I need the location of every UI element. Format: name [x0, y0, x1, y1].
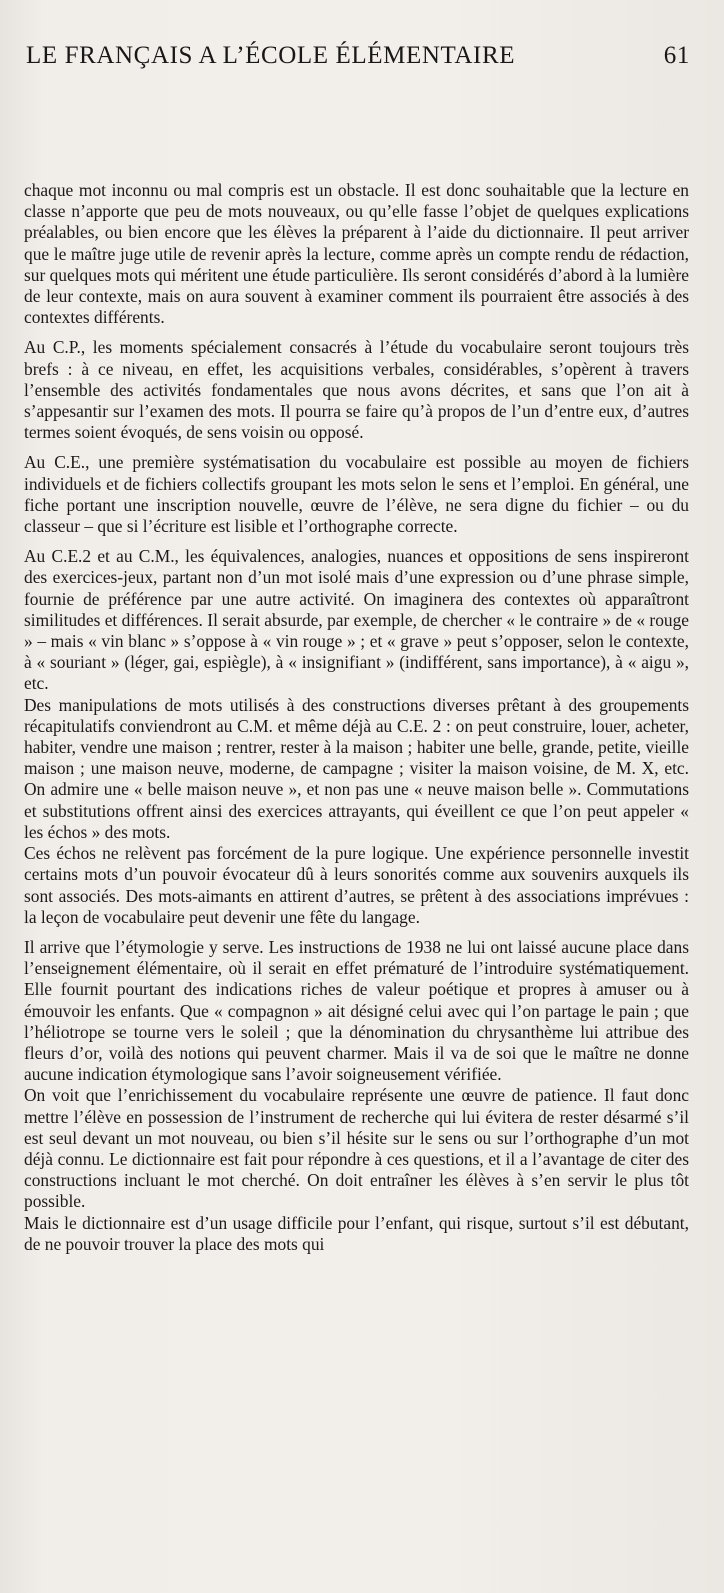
running-head	[26, 42, 698, 74]
paragraph-ce: Au C.E., une première systématisation du vocabulaire est possible au moyen de fichiers individuels et de fichiers collectifs groupant les mots selon le sens et l’emploi. En général, une fiche portant une inscription nouvelle, œuvre de l’élève, ne sera digne du fichier – ou du classeur – que si l’écriture est lisible et l’orthographe correcte.	[24, 452, 689, 537]
body-text	[24, 180, 689, 1255]
paragraph-obstacle: chaque mot inconnu ou mal compris est un obstacle. Il est donc souhaitable que la lecture en classe n’apporte que peu de mots nouveaux, ou qu’elle fasse l’objet de quelques explications préalables, ou bien encore que les élèves la préparent à l’aide du dictionnaire. Il peut arriver que le maître juge utile de revenir après la lecture, comme après un compte rendu de rédaction, sur quelques mots qui méritent une étude particulière. Ils seront considérés d’abord à la lumière de leur contexte, mais on aura souvent à examiner comment ils pourraient être associés à des contextes différents.	[24, 180, 689, 328]
page-number: 61	[663, 42, 690, 69]
paragraph-dictionnaire: On voit que l’enrichissement du vocabulaire représente une œuvre de patience. Il faut donc mettre l’élève en possession de l’instrument de recherche qui lui évitera de rester désarmé s’il est seul devant un mot nouveau, ou bien s’il hésite sur le sens ou sur l’orthographe d’un mot déjà connu. Le dictionnaire est fait pour répondre à ces questions, et il a l’avantage de citer des constructions incluant le mot cherché. On doit entraîner les élèves à s’en servir le plus tôt possible.	[24, 1085, 689, 1212]
running-head-title: LE FRANÇAIS A L’ÉCOLE ÉLÉMENTAIRE	[26, 42, 516, 69]
paragraph-echos: Ces échos ne relèvent pas forcément de la pure logique. Une expérience personnelle investit certains mots d’un pouvoir évocateur dû à leurs sonorités comme aux souvenirs auxquels ils sont associés. Des mots-aimants en attirent d’autres, se prêtent à des associations imprévues : la leçon de vocabulaire peut devenir une fête du langage.	[24, 843, 689, 927]
paragraph-ce2-cm: Au C.E.2 et au C.M., les équivalences, analogies, nuances et oppositions de sens inspireront des exercices-jeux, partant non d’un mot isolé mais d’une expression ou d’une phrase simple, fournie de préférence par une autre activité. On imaginera des contextes où apparaîtront similitudes et différences. Il serait absurde, par exemple, de chercher « le contraire » de « rouge » – mais « vin blanc » s’oppose à « vin rouge » ; et « grave » peut s’opposer, selon le contexte, à « souriant » (léger, gai, espiègle), à « insignifiant » (indifférent, sans importance), à « aigu », etc.	[24, 546, 689, 694]
paragraph-usage-difficile: Mais le dictionnaire est d’un usage difficile pour l’enfant, qui risque, surtout s’il est débutant, de ne pouvoir trouver la place des mots qui	[24, 1212, 689, 1254]
paragraph-cp: Au C.P., les moments spécialement consacrés à l’étude du vocabulaire seront toujours très brefs : à ce niveau, en effet, les acquisitions verbales, considérables, s’opèrent à travers l’ensemble des activités fondamentales que nous avons décrites, et sans que l’on ait à s’appesantir sur l’examen des mots. Il pourra se faire qu’à propos de l’un d’entre eux, d’autres termes soient évoqués, de sens voisin ou opposé.	[24, 337, 689, 443]
paragraph-manipulations: Des manipulations de mots utilisés à des constructions diverses prêtant à des groupements récapitulatifs conviendront au C.M. et même déjà au C.E. 2 : on peut construire, louer, acheter, habiter, vendre une maison ; rentrer, rester à la maison ; habiter une belle, grande, petite, vieille maison ; une maison neuve, moderne, de campagne ; visiter la maison voisine, de M. X, etc. On admire une « belle maison neuve », et non pas une « neuve maison belle ». Commutations et substitutions offrent ainsi des exercices attrayants, qui éveillent ce que l’on peut appeler « les échos » des mots.	[24, 694, 689, 842]
paragraph-etymologie: Il arrive que l’étymologie y serve. Les instructions de 1938 ne lui ont laissé aucune place dans l’enseignement élémentaire, où il serait en effet prématuré de l’introduire systématiquement. Elle fournit pourtant des indications riches de valeur poétique et propres à amuser ou à émouvoir les enfants. Que « compagnon » ait désigné celui avec qui l’on partage le pain ; que l’héliotrope se tourne vers le soleil ; que la dénomination du chrysanthème lui attribue des fleurs d’or, voilà des notions qui peuvent charmer. Mais il va de soi que le maître ne donne aucune indication étymologique sans l’avoir soigneusement vérifiée.	[24, 936, 689, 1085]
